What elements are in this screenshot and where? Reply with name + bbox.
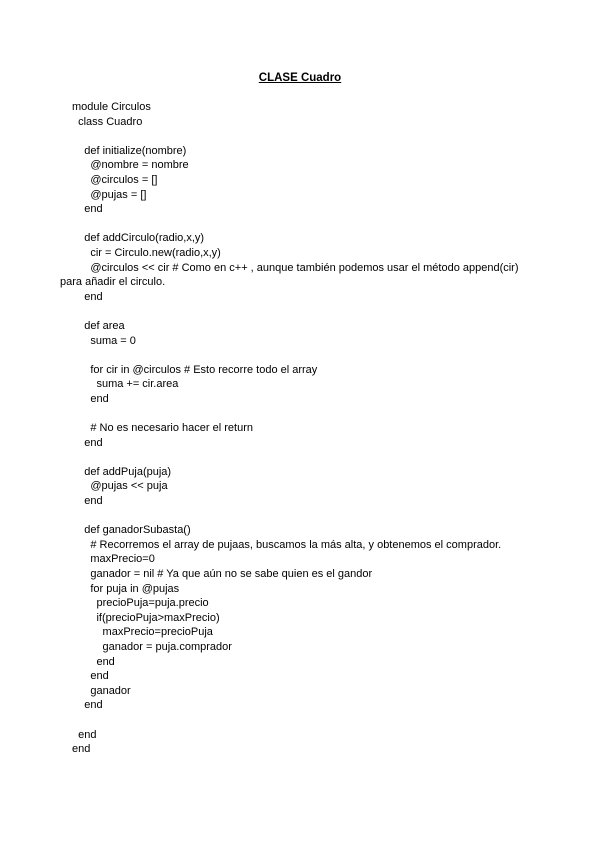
blank-line bbox=[72, 304, 542, 319]
code-line: # No es necesario hacer el return bbox=[72, 422, 253, 435]
code-line: end bbox=[72, 699, 103, 712]
blank-line bbox=[72, 406, 542, 421]
code-line: @pujas = [] bbox=[72, 188, 147, 201]
code-line: # Recorremos el array de pujaas, buscamos la más alta, y obtenemos el comprador. bbox=[72, 538, 502, 551]
code-line: cir = Circulo.new(radio,x,y) bbox=[72, 246, 221, 259]
blank-line bbox=[72, 450, 542, 465]
code-line: ganador = puja.comprador bbox=[72, 640, 232, 653]
code-line: for puja in @pujas bbox=[72, 582, 180, 595]
code-line: suma = 0 bbox=[72, 334, 136, 347]
code-line: class Cuadro bbox=[72, 115, 143, 128]
code-line: end bbox=[72, 436, 103, 449]
code-line: para añadir el circulo. bbox=[60, 276, 166, 289]
code-line: maxPrecio=0 bbox=[72, 553, 155, 566]
code-line: precioPuja=puja.precio bbox=[72, 597, 209, 610]
code-line: def ganadorSubasta() bbox=[72, 524, 191, 537]
code-line: end bbox=[72, 495, 103, 508]
blank-line bbox=[72, 509, 542, 524]
code-line: @circulos = [] bbox=[72, 173, 158, 186]
code-line: suma += cir.area bbox=[72, 378, 179, 391]
code-line: module Circulos bbox=[72, 101, 151, 113]
blank-line bbox=[72, 348, 542, 363]
code-line: def area bbox=[72, 319, 125, 332]
code-line: maxPrecio=precioPuja bbox=[72, 626, 213, 639]
code-line: end bbox=[72, 203, 103, 216]
blank-line bbox=[72, 217, 542, 232]
code-line: end bbox=[72, 670, 109, 683]
code-line: if(precioPuja>maxPrecio) bbox=[72, 611, 220, 624]
code-line: def addPuja(puja) bbox=[72, 465, 172, 478]
code-line: @circulos << cir # Como en c++ , aunque también podemos usar el método append(cir) bbox=[72, 261, 519, 274]
code-line: def initialize(nombre) bbox=[72, 144, 187, 157]
document-title: CLASE Cuadro bbox=[258, 72, 342, 84]
blank-line bbox=[72, 129, 542, 144]
code-line: ganador bbox=[72, 684, 131, 697]
code-line: end bbox=[72, 743, 91, 756]
code-line: @pujas << puja bbox=[72, 480, 168, 493]
code-line: def addCirculo(radio,x,y) bbox=[72, 232, 205, 245]
blank-line bbox=[72, 713, 542, 728]
code-line: ganador = nil # Ya que aún no se sabe quien es el gandor bbox=[72, 568, 373, 580]
code-line: end bbox=[72, 728, 97, 741]
code-listing bbox=[60, 100, 542, 757]
code-line: @nombre = nombre bbox=[72, 159, 189, 172]
code-line: end bbox=[72, 655, 115, 668]
code-line: for cir in @circulos # Esto recorre todo el array bbox=[72, 363, 318, 376]
code-line: end bbox=[72, 290, 103, 303]
code-line: end bbox=[72, 392, 109, 405]
